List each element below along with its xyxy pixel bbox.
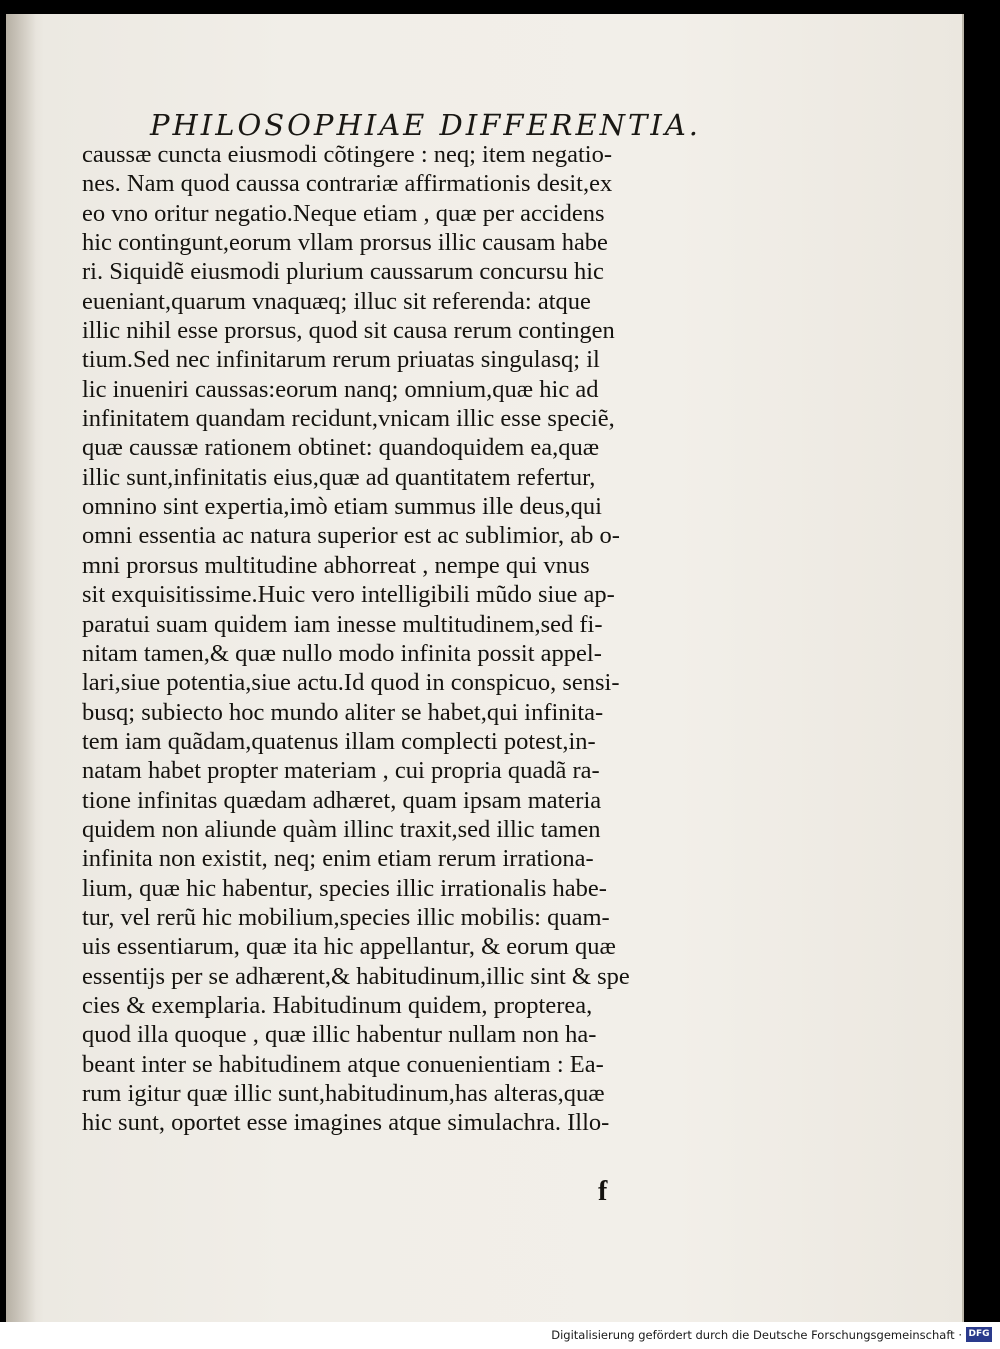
text-line: hic sunt, oportet esse imagines atque simulachra. Illo- bbox=[82, 1109, 610, 1137]
signature-mark: f bbox=[598, 1176, 608, 1207]
text-line: lari,siue potentia,siue actu.Id quod in conspicuo, sensi- bbox=[82, 669, 620, 697]
text-line: tione infinitas quædam adhæret, quam ipsam materia bbox=[82, 786, 602, 814]
text-line: rum igitur quæ illic sunt,habitudinum,has alteras,quæ bbox=[82, 1080, 605, 1107]
running-head: PHILOSOPHIAE DIFFERENTIA. bbox=[150, 108, 701, 142]
dfg-logo-icon: DFG bbox=[966, 1327, 992, 1342]
footer-bar bbox=[0, 1322, 1000, 1349]
text-line: lic inueniri caussas:eorum nanq; omnium,quæ hic ad bbox=[82, 375, 599, 403]
text-line: quidem non aliunde quàm illinc traxit,sed illic tamen bbox=[82, 815, 601, 843]
text-line: natam habet propter materiam , cui propria quadã ra- bbox=[82, 757, 600, 785]
text-line: mni prorsus multitudine abhorreat , nempe qui vnus bbox=[82, 551, 590, 579]
text-line: eo vno oritur negatio.Neque etiam , quæ per accidens bbox=[82, 199, 605, 227]
text-line: lium, quæ hic habentur, species illic irrationalis habe- bbox=[82, 874, 607, 902]
text-line: ri. Siquidẽ eiusmodi plurium caussarum concursu hic bbox=[82, 258, 604, 286]
dfg-credit: Digitalisierung gefördert durch die Deutsche Forschungsgemeinschaft · bbox=[551, 1328, 962, 1342]
text-line: hic contingunt,eorum vllam prorsus illic causam habe bbox=[82, 229, 608, 257]
text-line: omnino sint expertia,imò etiam summus ille deus,qui bbox=[82, 493, 602, 521]
text-line: nitam tamen,& quæ nullo modo infinita possit appel- bbox=[82, 639, 602, 667]
text-line: illic nihil esse prorsus, quod sit causa rerum contingen bbox=[82, 317, 615, 345]
text-line: busq; subiecto hoc mundo aliter se habet,qui infinita- bbox=[82, 698, 604, 726]
text-line: tur, vel rerũ hic mobilium,species illic mobilis: quam- bbox=[82, 903, 610, 931]
text-line: nes. Nam quod caussa contrariæ affirmationis desit,ex bbox=[82, 170, 613, 198]
text-line: sit exquisitissime.Huic vero intelligibili mũdo siue ap- bbox=[82, 581, 615, 609]
text-line: quæ caussæ rationem obtinet: quandoquidem ea,quæ bbox=[82, 434, 600, 462]
text-line: eueniant,quarum vnaquæq; illuc sit referenda: atque bbox=[82, 287, 591, 315]
text-line: paratui suam quidem iam inesse multitudinem,sed fi- bbox=[82, 610, 603, 638]
text-line: infinitatem quandam recidunt,vnicam illic esse speciẽ, bbox=[82, 405, 615, 433]
text-line: cies & exemplaria. Habitudinum quidem, propterea, bbox=[82, 991, 593, 1019]
text-line: infinita non existit, neq; enim etiam rerum irrationa- bbox=[82, 845, 594, 873]
text-line: tem iam quãdam,quatenus illam complecti potest,in- bbox=[82, 727, 596, 755]
text-line: quod illa quoque , quæ illic habentur nullam non ha- bbox=[82, 1021, 597, 1049]
text-line: illic sunt,infinitatis eius,quæ ad quantitatem refertur, bbox=[82, 463, 596, 491]
text-line: tium.Sed nec infinitarum rerum priuatas singulasq; il bbox=[82, 346, 600, 374]
text-line: beant inter se habitudinem atque conuenientiam : Ea- bbox=[82, 1050, 604, 1078]
text-line: essentijs per se adhærent,& habitudinum,illic sint & spe bbox=[82, 962, 630, 990]
gutter-shadow bbox=[6, 14, 36, 1322]
text-line: uis essentiarum, quæ ita hic appellantur, & eorum quæ bbox=[82, 933, 616, 961]
text-line: caussæ cuncta eiusmodi cõtingere : neq; item negatio- bbox=[82, 141, 612, 168]
text-line: omni essentia ac natura superior est ac sublimior, ab o- bbox=[82, 522, 620, 550]
body-text bbox=[82, 140, 722, 1138]
